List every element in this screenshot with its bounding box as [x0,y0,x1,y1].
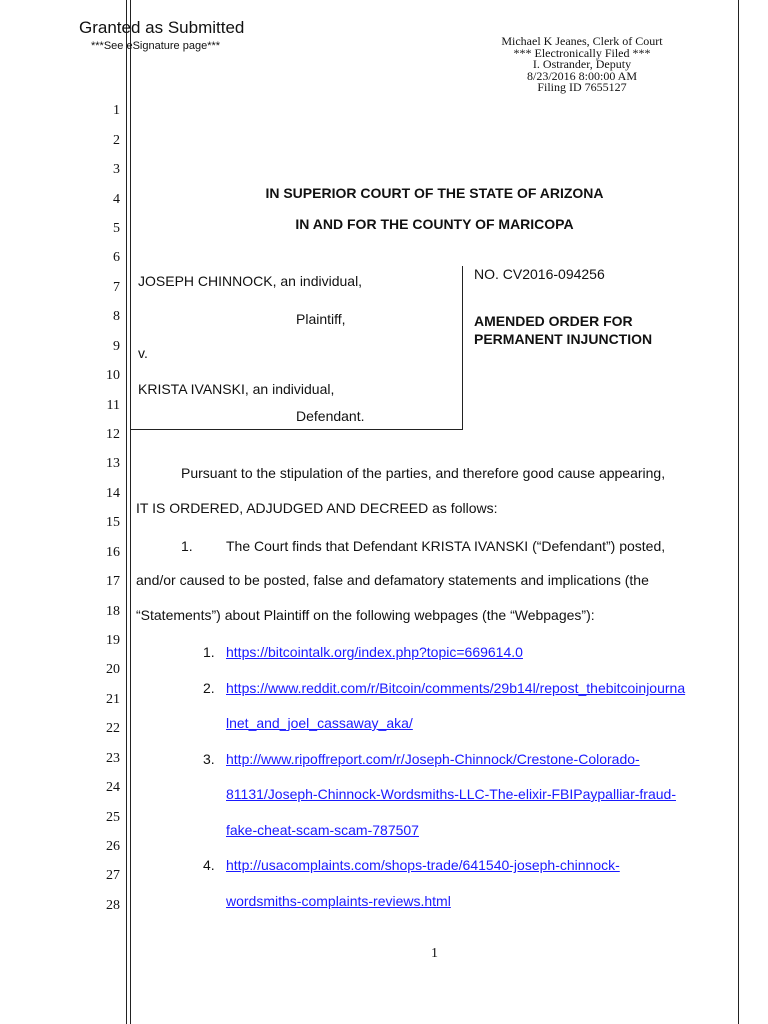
line-number: 18 [106,604,120,619]
line-number: 10 [106,368,120,383]
line-number: 26 [106,839,120,854]
webpage-link[interactable]: https://www.reddit.com/r/Bitcoin/comments/29b14l/repost_thebitcoinjourna [226,680,686,696]
webpage-link-continued[interactable]: 81131/Joseph-Chinnock-Wordsmiths-LLC-The-elixir-FBIPaypalliar-fraud- [226,786,676,802]
line-number: 13 [106,456,120,471]
webpage-link-continued[interactable]: wordsmiths-complaints-reviews.html [226,893,451,909]
item-line-2: and/or caused to be posted, false and defamatory statements and implications (the [136,572,649,588]
line-number: 7 [113,280,120,295]
line-number: 6 [113,250,120,265]
defendant-role: Defendant. [296,408,365,424]
court-heading-line-2: IN AND FOR THE COUNTY OF MARICOPA [295,216,574,232]
webpage-link[interactable]: https://bitcointalk.org/index.php?topic=669614.0 [226,644,523,660]
line-number: 19 [106,633,120,648]
body-paragraph-1: Pursuant to the stipulation of the parties, and therefore good cause appearing, [181,465,666,481]
filing-datetime: 8/23/2016 8:00:00 AM [526,68,637,83]
order-title-line-1: AMENDED ORDER FOR [474,313,633,329]
left-margin-rule-inner [130,0,131,1024]
webpage-link[interactable]: http://www.ripoffreport.com/r/Joseph-Chinnock/Crestone-Colorado- [226,751,640,767]
item-line-1: The Court finds that Defendant KRISTA IVANSKI (“Defendant”) posted, [226,538,666,554]
line-number: 27 [106,868,120,883]
line-number: 4 [113,192,120,207]
line-number: 9 [113,339,120,354]
item-number: 1. [181,538,193,554]
line-number: 3 [113,162,120,177]
link-list-number: 4. [203,857,215,873]
body-paragraph-2: IT IS ORDERED, ADJUDGED AND DECREED as follows: [136,500,498,516]
case-number: NO. CV2016-094256 [474,266,605,282]
granted-stamp-subtitle: ***See eSignature page*** [91,40,221,52]
line-number: 1 [113,103,120,118]
deputy-name: I. Ostrander, Deputy [532,57,632,71]
line-number: 25 [106,810,120,825]
webpage-link[interactable]: http://usacomplaints.com/shops-trade/641540-joseph-chinnock- [226,857,620,873]
line-number: 2 [113,133,120,148]
line-number: 23 [106,751,120,766]
line-number: 16 [106,545,120,560]
line-number: 12 [106,427,120,442]
versus: v. [138,345,148,361]
caption-box-bottom-border [131,429,463,430]
line-number: 21 [106,692,120,707]
link-list-number: 1. [203,644,215,660]
clerk-filing-block [472,36,692,94]
plaintiff-role: Plaintiff, [296,311,346,327]
line-number: 15 [106,515,120,530]
order-title-line-2: PERMANENT INJUNCTION [474,331,653,347]
line-number: 28 [106,898,120,913]
line-number: 24 [106,780,120,795]
webpage-link-continued[interactable]: lnet_and_joel_cassaway_aka/ [226,715,413,731]
link-list-number: 3. [203,751,215,767]
line-number: 17 [106,574,120,589]
line-number: 20 [106,662,120,677]
item-line-3: “Statements”) about Plaintiff on the following webpages (the “Webpages”): [136,607,595,623]
caption-box-right-border [462,266,463,430]
filing-status: *** Electronically Filed *** [513,45,651,60]
defendant-name: KRISTA IVANSKI, an individual, [138,381,335,397]
granted-stamp-title: Granted as Submitted [79,18,245,37]
line-number: 8 [113,309,120,324]
line-number: 11 [106,398,120,413]
left-margin-rule-outer [126,0,127,1024]
line-number: 22 [106,721,120,736]
link-list-number: 2. [203,680,215,696]
clerk-name: Michael K Jeanes, Clerk of Court [501,34,663,48]
line-number: 5 [113,221,120,236]
court-heading-line-1: IN SUPERIOR COURT OF THE STATE OF ARIZONA [265,185,604,201]
line-number: 14 [106,486,120,501]
plaintiff-name: JOSEPH CHINNOCK, an individual, [138,273,363,289]
page-number: 1 [431,946,438,961]
webpage-link-continued[interactable]: fake-cheat-scam-scam-787507 [226,822,419,838]
filing-id: Filing ID 7655127 [537,80,627,94]
right-margin-rule [738,0,739,1024]
